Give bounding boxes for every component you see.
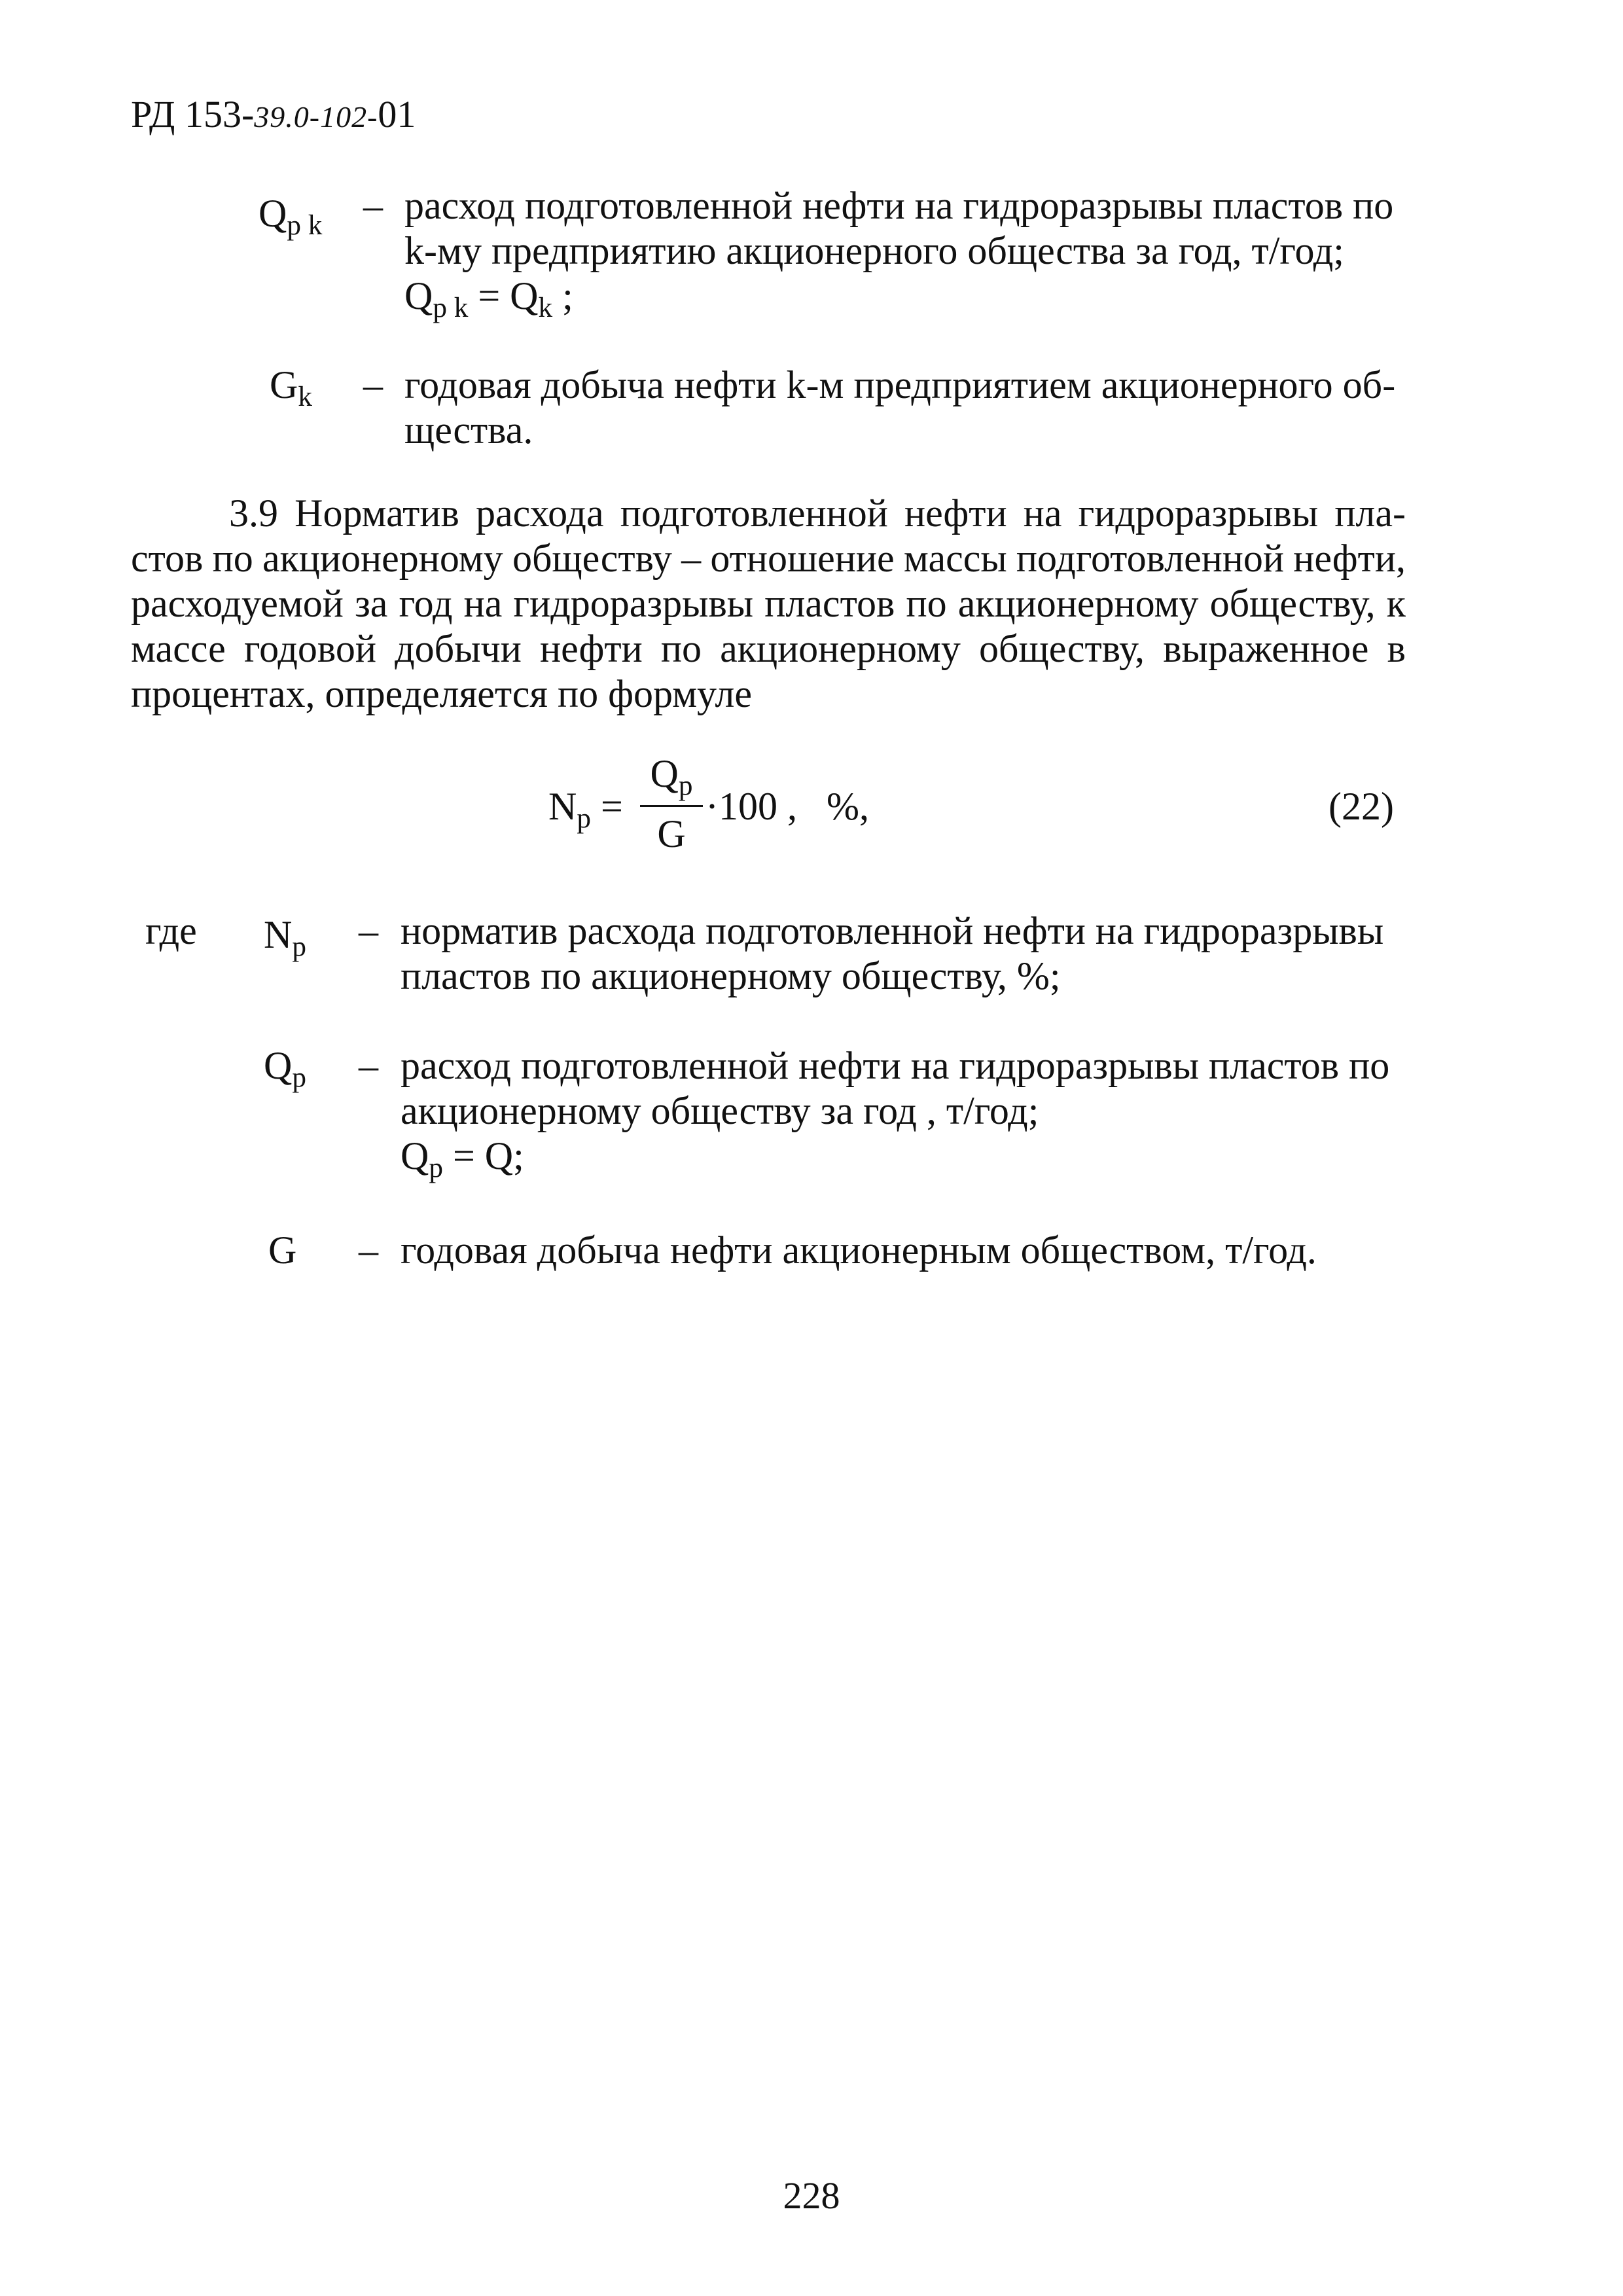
paragraph-word: год bbox=[399, 582, 453, 625]
document-header bbox=[131, 92, 416, 139]
eq-subscript: p k bbox=[433, 293, 469, 324]
definition-line: расход подготовленной нефти на гидроразрывы пластов по bbox=[401, 1044, 1390, 1087]
paragraph-word: на bbox=[1023, 492, 1062, 535]
header-prefix: РД 153- bbox=[131, 93, 255, 135]
symbol-base: G bbox=[270, 363, 298, 406]
definition-line: норматив расхода подготовленной нефти на гидроразрывы bbox=[401, 909, 1384, 952]
paragraph-word: пла- bbox=[1334, 492, 1406, 535]
paragraph-word: годовой bbox=[244, 627, 376, 670]
paragraph-3-9 bbox=[131, 491, 1406, 717]
paragraph-word: стов bbox=[131, 537, 204, 580]
formula-lhs bbox=[548, 784, 623, 834]
definition-line: расход подготовленной нефти на гидроразрывы пластов по bbox=[404, 184, 1394, 227]
paragraph-word: по bbox=[906, 582, 947, 625]
paragraph-word: обществу bbox=[512, 537, 672, 580]
paragraph-word: на bbox=[463, 582, 503, 625]
definition-dash: – bbox=[359, 1044, 378, 1087]
paragraph-line bbox=[131, 626, 1406, 672]
paragraph-word: по bbox=[212, 537, 253, 580]
paragraph-line bbox=[131, 536, 1406, 581]
paragraph-word: нефти bbox=[540, 627, 643, 670]
paragraph-word: к bbox=[1386, 582, 1406, 625]
eq-subscript: p bbox=[429, 1153, 443, 1184]
definition-symbol bbox=[259, 191, 323, 242]
paragraph-word: гидроразрывы bbox=[1078, 492, 1319, 535]
paragraph-line bbox=[131, 581, 1406, 626]
formula-22 bbox=[548, 751, 889, 869]
eq-term: Q bbox=[510, 274, 539, 317]
eq-subscript: k bbox=[538, 293, 553, 324]
paragraph-word: выраженное bbox=[1163, 627, 1369, 670]
definition-text bbox=[404, 363, 1395, 453]
definition-symbol bbox=[264, 1043, 306, 1094]
paragraph-word: массы bbox=[903, 537, 1007, 580]
numerator-subscript: p bbox=[678, 770, 693, 802]
eq-term: Q bbox=[404, 274, 433, 317]
definition-line: щества. bbox=[404, 408, 533, 452]
fraction-bar bbox=[640, 805, 703, 807]
paragraph-word: нефти, bbox=[1293, 537, 1406, 580]
paragraph-word: Норматив bbox=[294, 492, 459, 535]
paragraph-word: подготовленной bbox=[1016, 537, 1285, 580]
formula-numerator bbox=[640, 751, 703, 802]
formula-rhs: ·100 , %, bbox=[705, 785, 869, 828]
paragraph-word: по bbox=[660, 627, 702, 670]
paragraph-word: отношение bbox=[710, 537, 895, 580]
definition-line: годовая добыча нефти акционерным обществом, т/год. bbox=[401, 1229, 1317, 1272]
symbol-base: G bbox=[268, 1229, 297, 1272]
definition-line: пластов по акционерному обществу, %; bbox=[401, 954, 1061, 997]
paragraph-word: расходуемой bbox=[131, 582, 344, 625]
header-handwritten-code: 39.0-102- bbox=[254, 100, 378, 134]
formula-equals: = bbox=[600, 785, 623, 828]
paragraph-word: обществу, bbox=[1209, 582, 1376, 625]
symbol-subscript: p bbox=[292, 931, 306, 963]
paragraph-word: массе bbox=[131, 627, 226, 670]
paragraph-word: подготовленной bbox=[620, 492, 888, 535]
paragraph-word: гидроразрывы bbox=[513, 582, 754, 625]
definition-line: k-му предприятию акционерного общества за год, т/год; bbox=[404, 229, 1344, 272]
symbol-subscript: k bbox=[298, 382, 312, 413]
eq-end: ; bbox=[552, 274, 573, 317]
paragraph-word: добычи bbox=[395, 627, 522, 670]
definition-symbol bbox=[268, 1228, 296, 1273]
paragraph-word: обществу, bbox=[979, 627, 1145, 670]
definition-line: акционерному обществу за год , т/год; bbox=[401, 1089, 1039, 1132]
symbol-base: Q bbox=[259, 192, 287, 235]
symbol-base: N bbox=[264, 913, 293, 956]
definition-dash: – bbox=[363, 363, 383, 406]
page-number: 228 bbox=[783, 2174, 840, 2217]
paragraph-line bbox=[131, 672, 1406, 717]
symbol-base: Q bbox=[264, 1044, 293, 1087]
definition-dash: – bbox=[359, 1229, 378, 1272]
eq-operator: = bbox=[442, 1134, 485, 1177]
definition-text bbox=[404, 183, 1394, 324]
paragraph-word: акционерному bbox=[957, 582, 1199, 625]
symbol-subscript: p bbox=[292, 1062, 306, 1094]
definition-equation bbox=[401, 1134, 1389, 1184]
eq-term: Q bbox=[484, 1134, 514, 1177]
formula-lhs-base: N bbox=[548, 785, 577, 828]
numerator-base: Q bbox=[650, 752, 679, 795]
paragraph-word: акционерному bbox=[720, 627, 961, 670]
paragraph-word: процентах, определяется по формуле bbox=[131, 672, 752, 715]
definition-dash: – bbox=[363, 184, 383, 227]
where-label: где bbox=[145, 909, 197, 952]
definition-text bbox=[401, 1228, 1317, 1273]
symbol-subscript: p k bbox=[287, 210, 323, 242]
formula-lhs-subscript: p bbox=[577, 803, 591, 834]
header-suffix: 01 bbox=[378, 93, 416, 135]
definition-equation bbox=[404, 274, 1393, 324]
paragraph-word: пластов bbox=[764, 582, 895, 625]
paragraph-word: нефти bbox=[904, 492, 1007, 535]
paragraph-word: акционерному bbox=[262, 537, 503, 580]
paragraph-word: за bbox=[355, 582, 388, 625]
definition-line: годовая добыча нефти k-м предприятием акционерного об- bbox=[404, 363, 1396, 406]
eq-operator: = bbox=[468, 274, 510, 317]
definition-text bbox=[401, 1043, 1390, 1184]
eq-end: ; bbox=[513, 1134, 524, 1177]
definition-symbol bbox=[270, 363, 312, 413]
eq-term: Q bbox=[401, 1134, 429, 1177]
paragraph-word: 3.9 bbox=[229, 492, 278, 535]
paragraph-word: в bbox=[1387, 627, 1406, 670]
definition-dash: – bbox=[359, 909, 378, 952]
formula-denominator: G bbox=[657, 812, 686, 855]
paragraph-line bbox=[131, 491, 1406, 536]
equation-number: (22) bbox=[1329, 785, 1394, 828]
paragraph-word: расхода bbox=[475, 492, 604, 535]
paragraph-word: – bbox=[681, 537, 702, 580]
definition-text bbox=[401, 908, 1383, 999]
definition-symbol bbox=[264, 912, 306, 963]
